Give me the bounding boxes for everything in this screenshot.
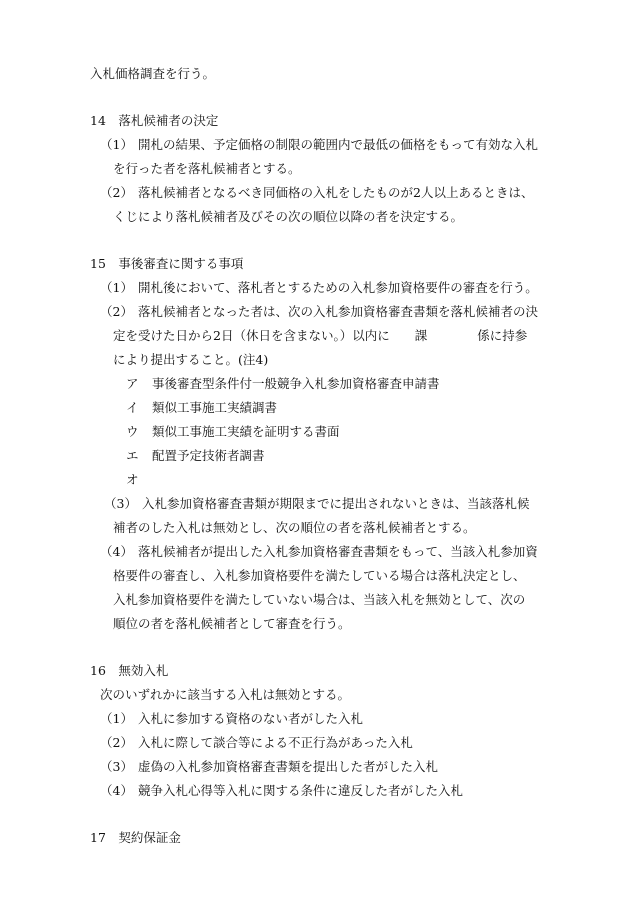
s16-item-number: （1）: [100, 711, 133, 726]
s15-p2-line3: により提出すること。(注4): [113, 352, 269, 367]
s16-item-text: 競争入札心得等入札に関する条件に違反した者がした入札: [138, 783, 464, 798]
s15-p4-line3: 入札参加資格要件を満たしていない場合は、当該入札を無効として、次の: [113, 592, 526, 607]
s15-p3-line1: 入札参加資格審査書類が期限までに提出されないときは、当該落札候: [142, 496, 530, 511]
s15-item-mark: ア: [126, 376, 139, 391]
s14-p1-line2: を行った者を落札候補者とする。: [113, 161, 301, 176]
intro-line: 入札価格調査を行う。: [90, 66, 216, 81]
s15-p3-number: （3）: [104, 496, 137, 511]
s15-p2-line2: 定を受けた日から2日（休日を含まない。）以内に 課 係に持参: [113, 328, 528, 343]
s15-item-text: 類似工事施工実績を証明する書面: [152, 424, 340, 439]
s14-p1-number: （1）: [100, 137, 133, 152]
section-17-title: 17 契約保証金: [90, 830, 181, 845]
s15-item-mark: エ: [126, 448, 139, 463]
s15-p1-line1: 開札後において、落札者とするための入札参加資格要件の審査を行う。: [138, 280, 538, 295]
s14-p1-line1: 開札の結果、予定価格の制限の範囲内で最低の価格をもって有効な入札: [138, 137, 539, 152]
s15-item-mark: ウ: [126, 424, 139, 439]
s15-p4-line2: 格要件の審査し、入札参加資格要件を満たしている場合は落札決定とし、: [113, 568, 526, 583]
s15-item-text: 配置予定技術者調書: [152, 448, 265, 463]
section-14-title: 14 落札候補者の決定: [90, 113, 219, 128]
s15-p2-number: （2）: [100, 304, 133, 319]
s16-item-number: （3）: [100, 759, 133, 774]
s14-p2-line2: くじにより落札候補者及びその次の順位以降の者を決定する。: [113, 209, 464, 224]
s16-item-text: 虚偽の入札参加資格審査書類を提出した者がした入札: [138, 759, 439, 774]
s15-p4-line4: 順位の者を落札候補者として審査を行う。: [113, 616, 351, 631]
s16-item-number: （4）: [100, 783, 133, 798]
s14-p2-line1: 落札候補者となるべき同価格の入札をしたものが2人以上あるときは、: [138, 185, 534, 200]
s15-item-mark: オ: [126, 472, 139, 487]
s15-p2-line1: 落札候補者となった者は、次の入札参加資格審査書類を落札候補者の決: [138, 304, 539, 319]
s15-item-text: 類似工事施工実績調書: [152, 400, 278, 415]
s16-item-text: 入札に参加する資格のない者がした入札: [138, 711, 364, 726]
section-15-title: 15 事後審査に関する事項: [90, 256, 244, 271]
s15-item-mark: イ: [126, 400, 139, 415]
s15-item-text: 事後審査型条件付一般競争入札参加資格審査申請書: [152, 376, 440, 391]
s15-p3-line2: 補者のした入札は無効とし、次の順位の者を落札候補者とする。: [113, 520, 476, 535]
s15-p4-number: （4）: [100, 544, 133, 559]
s15-p1-number: （1）: [100, 280, 133, 295]
section-16-title: 16 無効入札: [90, 663, 169, 678]
s15-p4-line1: 落札候補者が提出した入札参加資格審査書類をもって、当該入札参加資: [138, 544, 538, 559]
s14-p2-number: （2）: [100, 185, 133, 200]
s16-item-number: （2）: [100, 735, 133, 750]
s16-lead: 次のいずれかに該当する入札は無効とする。: [100, 687, 351, 702]
s16-item-text: 入札に際して談合等による不正行為があった入札: [138, 735, 413, 750]
